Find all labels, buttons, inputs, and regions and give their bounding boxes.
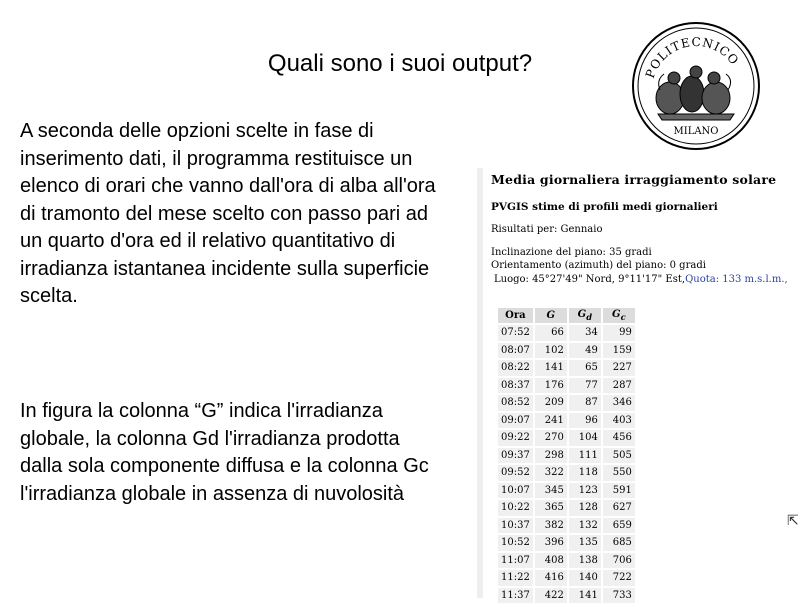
- gc-cell: 99: [603, 325, 635, 341]
- table-row: [498, 343, 635, 359]
- gc-cell: 733: [603, 588, 635, 604]
- table-row: [498, 500, 635, 516]
- g-cell: 408: [535, 553, 567, 569]
- ora-cell: 08:37: [498, 378, 533, 394]
- ora-cell: 09:37: [498, 448, 533, 464]
- table-row: [498, 360, 635, 376]
- gd-cell: 49: [569, 343, 601, 359]
- table-row: [498, 535, 635, 551]
- col-g-header: G: [535, 308, 567, 323]
- inclination-line: Inclinazione del piano: 35 gradi: [491, 247, 652, 258]
- g-cell: 396: [535, 535, 567, 551]
- gd-cell: 34: [569, 325, 601, 341]
- g-cell: 365: [535, 500, 567, 516]
- ora-cell: 10:22: [498, 500, 533, 516]
- g-cell: 66: [535, 325, 567, 341]
- ora-cell: 10:07: [498, 483, 533, 499]
- gd-cell: 135: [569, 535, 601, 551]
- table-row: [498, 553, 635, 569]
- gd-cell: 132: [569, 518, 601, 534]
- mouse-cursor-icon: ⇱: [787, 512, 799, 528]
- table-row: [498, 430, 635, 446]
- table-row: [498, 570, 635, 586]
- g-cell: 241: [535, 413, 567, 429]
- slide-title: Quali sono i suoi output?: [267, 50, 533, 77]
- gc-cell: 227: [603, 360, 635, 376]
- ora-cell: 08:07: [498, 343, 533, 359]
- gc-cell: 403: [603, 413, 635, 429]
- table-row: [498, 325, 635, 341]
- g-cell: 141: [535, 360, 567, 376]
- g-cell: 176: [535, 378, 567, 394]
- politecnico-seal-logo: [630, 20, 762, 152]
- gc-cell: 659: [603, 518, 635, 534]
- col-gd-header: $G_d$: [569, 308, 601, 323]
- gc-cell: 159: [603, 343, 635, 359]
- gd-cell: 141: [569, 588, 601, 604]
- gc-cell: 287: [603, 378, 635, 394]
- location-text: Luogo: 45°27'49" Nord, 9°11'17" Est,: [494, 274, 686, 285]
- col-ora-header: Ora: [498, 308, 533, 323]
- ora-cell: 08:52: [498, 395, 533, 411]
- paragraph-column-description: In figura la colonna “G” indica l'irradianza globale, la colonna Gd l'irradianza prodotta dalla sola componente diffusa e la colonna Gc l'irradianza globale in assenza di nuvolosità: [20, 400, 429, 505]
- ora-cell: 07:52: [498, 325, 533, 341]
- g-cell: 345: [535, 483, 567, 499]
- logo-bottom-text: MILANO: [673, 126, 719, 137]
- g-cell: 382: [535, 518, 567, 534]
- gd-cell: 111: [569, 448, 601, 464]
- gd-cell: 128: [569, 500, 601, 516]
- ora-cell: 09:22: [498, 430, 533, 446]
- ora-cell: 10:37: [498, 518, 533, 534]
- screenshot-edge: [477, 168, 483, 598]
- pvgis-results-screenshot: [477, 168, 797, 601]
- gd-cell: 65: [569, 360, 601, 376]
- table-row: [498, 395, 635, 411]
- gc-cell: 706: [603, 553, 635, 569]
- gc-cell: 627: [603, 500, 635, 516]
- results-title: Media giornaliera irraggiamento solare: [491, 172, 777, 187]
- ora-cell: 11:22: [498, 570, 533, 586]
- g-cell: 322: [535, 465, 567, 481]
- gd-cell: 104: [569, 430, 601, 446]
- table-row: [498, 378, 635, 394]
- ora-cell: 10:52: [498, 535, 533, 551]
- table-row: [498, 588, 635, 604]
- ora-cell: 11:37: [498, 588, 533, 604]
- table-row: [498, 483, 635, 499]
- ora-cell: 09:52: [498, 465, 533, 481]
- gd-cell: 123: [569, 483, 601, 499]
- g-cell: 102: [535, 343, 567, 359]
- g-cell: 270: [535, 430, 567, 446]
- paragraph-output-description: A seconda delle opzioni scelte in fase di inserimento dati, il programma restituisce un elenco di orari che vanno dall'ora di alba all'ora di tramonto del mese scelto con passo pari ad un quarto d'ora ed il relativo quantitativo di irradianza istantanea incidente sulla superficie scelta.: [20, 120, 436, 307]
- ora-cell: 08:22: [498, 360, 533, 376]
- table-row: [498, 413, 635, 429]
- results-month: Risultati per: Gennaio: [491, 224, 603, 235]
- gc-cell: 346: [603, 395, 635, 411]
- ora-cell: 11:07: [498, 553, 533, 569]
- g-cell: 298: [535, 448, 567, 464]
- g-cell: 422: [535, 588, 567, 604]
- g-cell: 209: [535, 395, 567, 411]
- gc-cell: 550: [603, 465, 635, 481]
- gc-cell: 722: [603, 570, 635, 586]
- svg-text:POLITECNICO: POLITECNICO: [642, 34, 742, 81]
- gd-cell: 118: [569, 465, 601, 481]
- col-gc-header: $G_c$: [603, 308, 635, 323]
- gd-cell: 140: [569, 570, 601, 586]
- ora-cell: 09:07: [498, 413, 533, 429]
- results-subtitle: PVGIS stime di profili medi giornalieri: [491, 201, 718, 213]
- table-row: [498, 448, 635, 464]
- table-header-row: [498, 308, 635, 323]
- gd-cell: 87: [569, 395, 601, 411]
- orientation-line: Orientamento (azimuth) del piano: 0 gradi: [491, 260, 706, 271]
- location-line: [494, 274, 788, 285]
- gc-cell: 505: [603, 448, 635, 464]
- table-row: [498, 518, 635, 534]
- gc-cell: 456: [603, 430, 635, 446]
- gd-cell: 77: [569, 378, 601, 394]
- table-row: [498, 465, 635, 481]
- gd-cell: 96: [569, 413, 601, 429]
- irradiance-table: [496, 306, 637, 605]
- gc-cell: 591: [603, 483, 635, 499]
- g-cell: 416: [535, 570, 567, 586]
- gc-cell: 685: [603, 535, 635, 551]
- quota-text: Quota: 133 m.s.l.m.,: [685, 274, 788, 285]
- gd-cell: 138: [569, 553, 601, 569]
